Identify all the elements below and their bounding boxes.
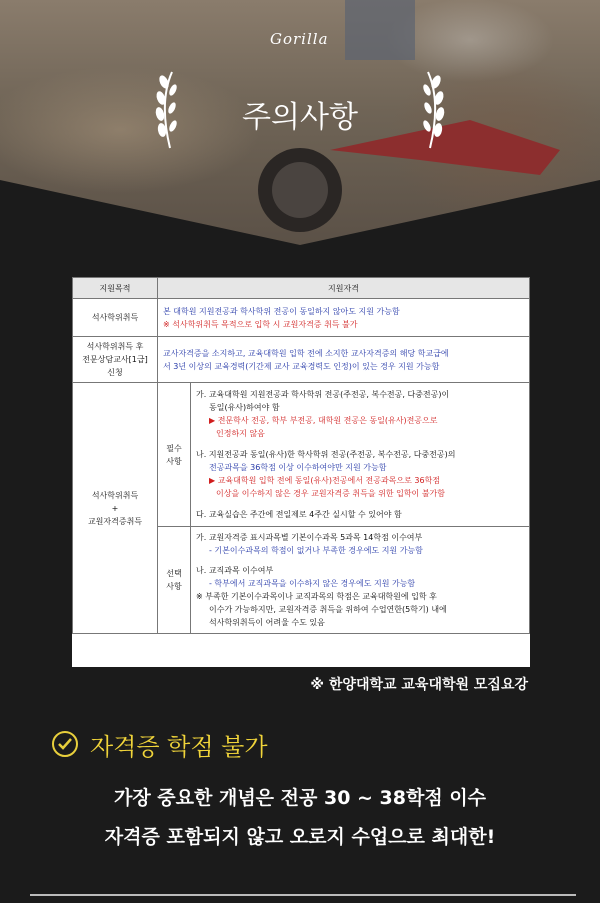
table-row [73, 299, 530, 337]
brand-logo: Gorilla [270, 30, 329, 48]
table-row [73, 383, 530, 527]
body-line-2: 자격증 포함되지 않고 오로지 수업으로 최대한! [104, 826, 496, 848]
highlight-heading [52, 727, 268, 761]
source-note: ※ 한양대학교 교육대학원 모집요강 [310, 677, 528, 693]
required-label: 필수 사항 [158, 383, 191, 527]
table-row [73, 337, 530, 383]
requirements-table-card [72, 277, 530, 667]
requirements-table [72, 277, 530, 634]
row-purpose: 석사학위취득 + 교원자격증취득 [73, 383, 158, 634]
required-items: 가. 교육대학원 지원전공과 학사학위 전공(주전공, 복수전공, 다중전공)이 동일(유사)하여야 함 ▶ 전문학사 전공, 학부 부전공, 대학원 전공은 동일(유사)전공으로 인정하지 않음 나. 지원전공과 동일(유사)한 학사학위 전공(주전공, 복수전공, 다중전공)의 전공과목을 36학점 이상 이수하여야만 지원 가능함 ▶ 교육대학원 입학 전에 동일(유사)전공에서 전공과목으로 36학점 이상을 이수하지 않은 경우 교원자격증 취득을 위한 입학이 불가함 다. 교육실습은 주간에 전일제로 4주간 실시할 수 있어야 함 [191, 383, 530, 527]
row-qualification: 본 대학원 지원전공과 학사학위 전공이 동일하지 않아도 지원 가능함 ※ 석사학위취득 목적으로 입학 시 교원자격증 취득 불가 [158, 299, 530, 337]
table-header-row [73, 278, 530, 299]
header-qualification: 지원자격 [158, 278, 530, 299]
hero-image [0, 0, 600, 250]
row-purpose: 석사학위취득 [73, 299, 158, 337]
body-line-1: 가장 중요한 개념은 전공 30 ~ 38학점 이수 [113, 787, 487, 809]
divider [30, 894, 576, 896]
row-qualification: 교사자격증을 소지하고, 교육대학원 입학 전에 소지한 교사자격증의 해당 학교급에 서 3년 이상의 교육경력(기간제 교사 교육경력도 인정)이 있는 경우 지원 가능함 [158, 337, 530, 383]
optional-label: 선택 사항 [158, 527, 191, 634]
row-purpose: 석사학위취득 후 전문상담교사[1급] 신청 [73, 337, 158, 383]
optional-items: 가. 교원자격증 표시과목별 기본이수과목 5과목 14학점 이수여부 - 기본이수과목의 학점이 없거나 부족한 경우에도 지원 가능함 나. 교직과목 이수여부 - 학부에서 교직과목을 이수하지 않은 경우에도 지원 가능함 ※ 부족한 기본이수과목이나 교직과목의 학점은 교육대학원에 입학 후 이수가 가능하지만, 교원자격증 취득을 위하여 수업연한(5학기) 내에 석사학위취득이 어려울 수도 있음 [191, 527, 530, 634]
header-purpose: 지원목적 [73, 278, 158, 299]
page-title: 주의사항 [242, 100, 358, 135]
highlight-text: 자격증 학점 불가 [90, 732, 268, 761]
check-circle-icon [52, 731, 78, 757]
